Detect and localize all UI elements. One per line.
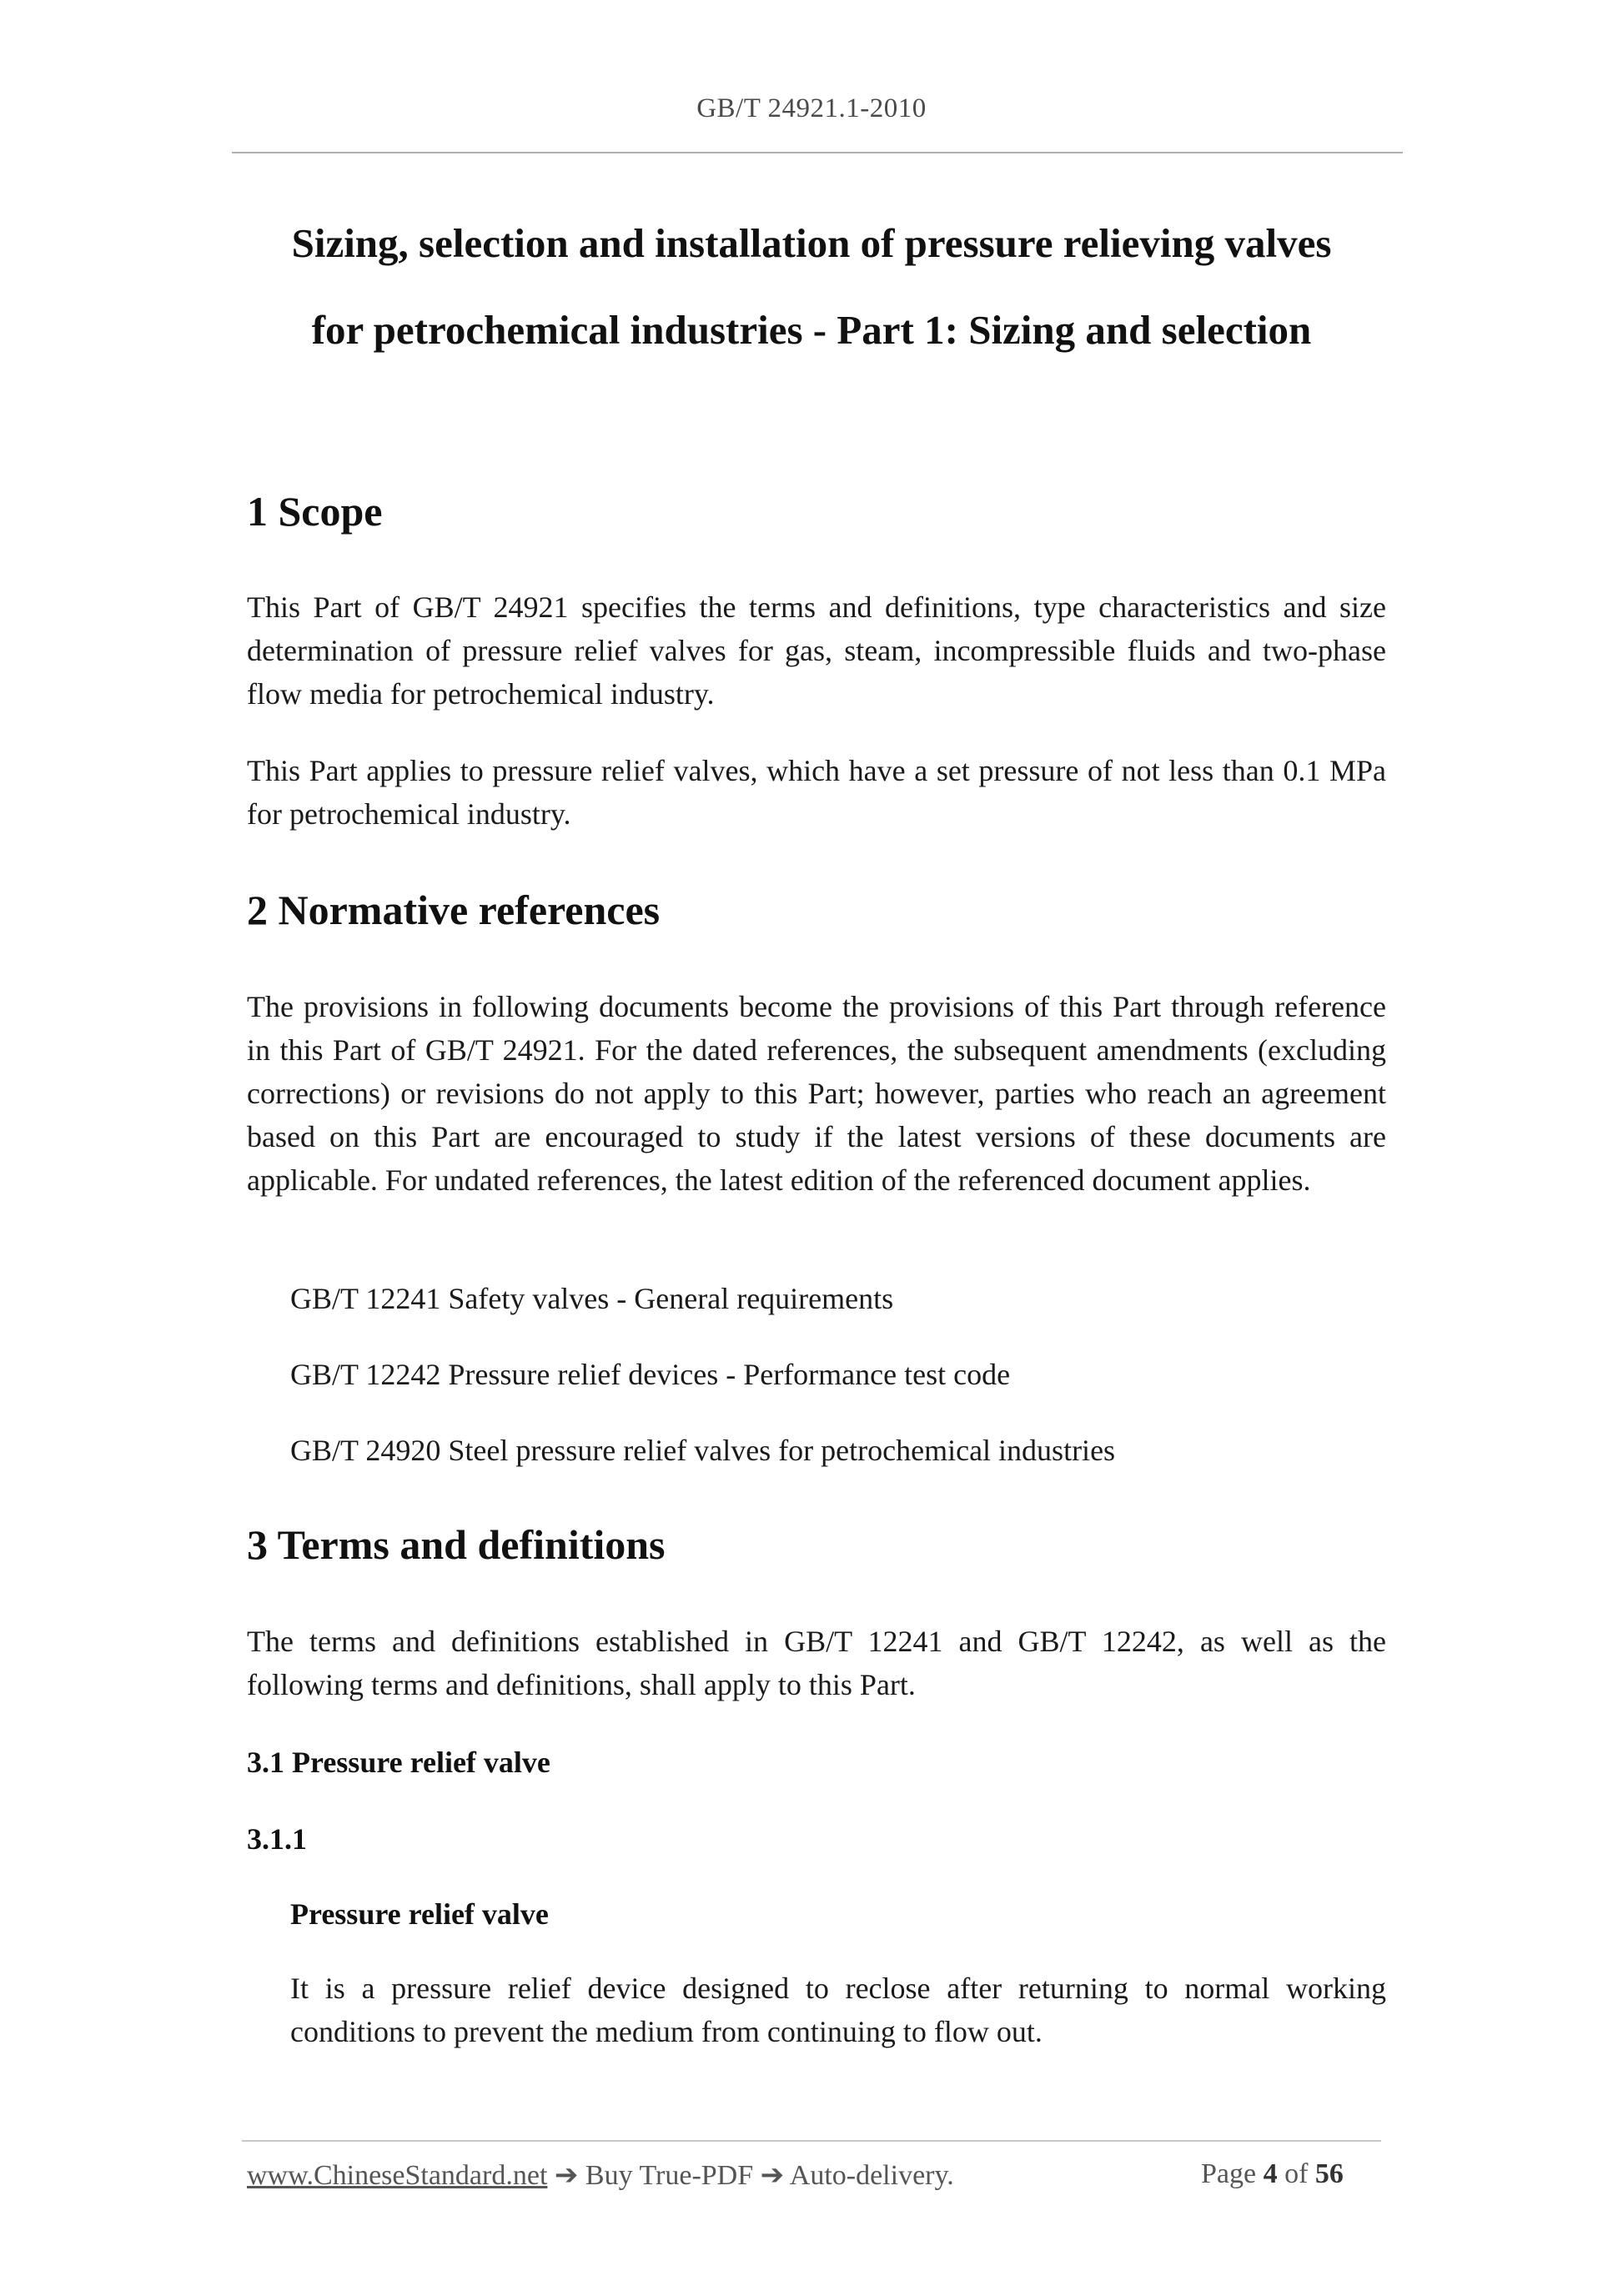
document-code-header: GB/T 24921.1-2010	[696, 93, 927, 123]
arrow-right-icon: ➔	[554, 2160, 579, 2191]
scope-paragraph-1: This Part of GB/T 24921 specifies the terms and definitions, type characteristics and size determination of pressure relief valves for gas, steam, incompressible fluids and two-phase flow media for petrochemical industry.	[247, 590, 1386, 711]
reference-item: GB/T 12241 Safety valves - General requirements	[290, 1282, 894, 1315]
section-heading-terms-definitions: 3 Terms and definitions	[247, 1521, 666, 1568]
page-indicator	[1201, 2158, 1344, 2190]
terms-paragraph: The terms and definitions established in GB/T 12241 and GB/T 12242, as well as the following terms and definitions, shall apply to this Part.	[247, 1625, 1386, 1701]
document-title	[209, 200, 1414, 374]
of-label: of	[1284, 2158, 1309, 2189]
clause-number: 3.1.1	[247, 1822, 307, 1856]
title-line-1: Sizing, selection and installation of pressure relieving valves	[291, 220, 1332, 266]
auto-delivery-text: Auto-delivery.	[789, 2160, 954, 2191]
title-line-2: for petrochemical industries - Part 1: Sizing and selection	[311, 307, 1312, 353]
footer-divider	[242, 2140, 1381, 2142]
page-label: Page	[1201, 2158, 1257, 2189]
section-heading-normative-references: 2 Normative references	[247, 887, 661, 933]
header-divider	[232, 152, 1403, 153]
term-definition: It is a pressure relief device designed to reclose after returning to normal working conditions to prevent the medium from continuing to flow out.	[290, 1972, 1386, 2048]
footer-links	[247, 2158, 954, 2192]
site-link[interactable]: www.ChineseStandard.net	[247, 2160, 548, 2191]
arrow-right-icon: ➔	[760, 2160, 785, 2191]
normative-paragraph: The provisions in following documents become the provisions of this Part through reference in this Part of GB/T 24921. For the dated references, the subsequent amendments (excluding corrections) or revisions do not apply to this Part; however, parties who reach an agreement based on this Part are encouraged to study if the latest versions of these documents are applicable. For undated references, the latest edition of the referenced document applies.	[247, 990, 1386, 1197]
reference-item: GB/T 24920 Steel pressure relief valves for petrochemical industries	[290, 1434, 1116, 1467]
page-total: 56	[1314, 2158, 1344, 2189]
buy-pdf-text: Buy True-PDF	[585, 2160, 754, 2191]
term-name: Pressure relief valve	[290, 1897, 549, 1931]
scope-paragraph-2: This Part applies to pressure relief valves, which have a set pressure of not less than 0.1 MPa for petrochemical industry.	[247, 754, 1386, 831]
subsection-heading: 3.1 Pressure relief valve	[247, 1746, 550, 1779]
section-heading-scope: 1 Scope	[247, 488, 383, 535]
reference-item: GB/T 12242 Pressure relief devices - Performance test code	[290, 1358, 1011, 1391]
page-current: 4	[1263, 2158, 1278, 2189]
